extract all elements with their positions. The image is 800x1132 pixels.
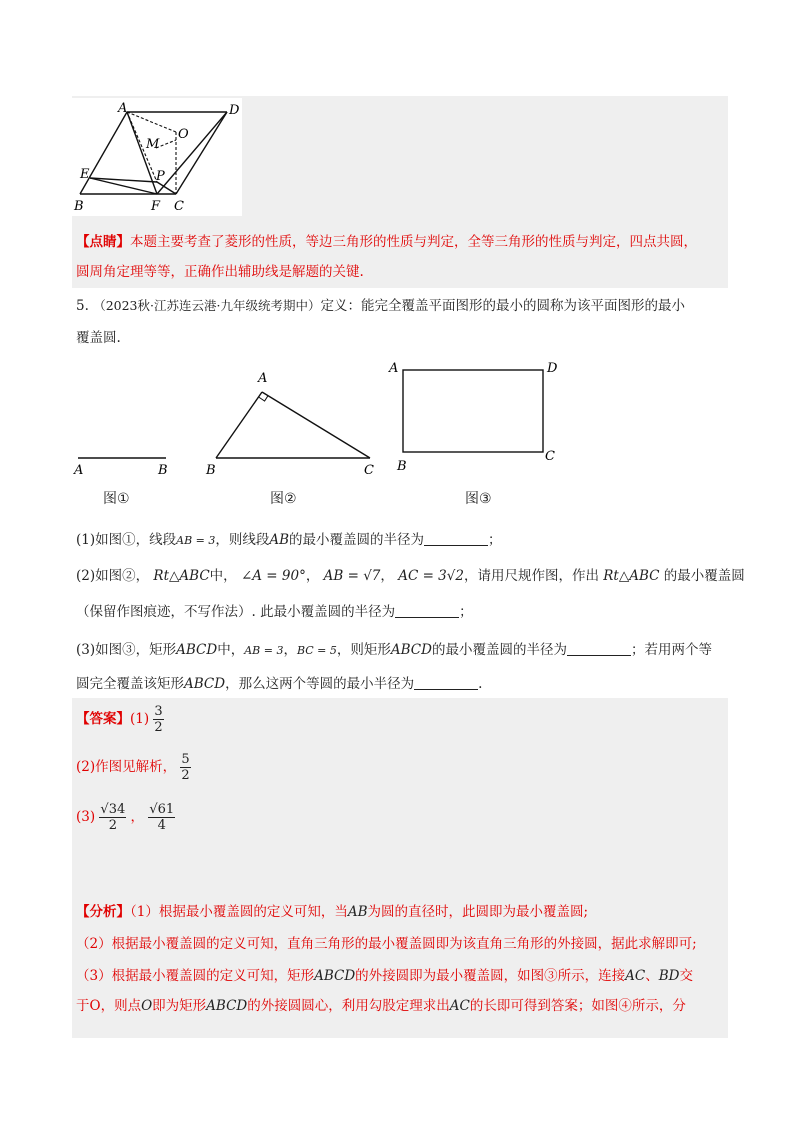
answer-2-prefix: (2)作图见解析， <box>76 759 177 775</box>
label-O: O <box>178 127 189 142</box>
fig3-label-A: A <box>389 361 399 376</box>
analysis-l1b: 为圆的直径时，此圆即为最小覆盖圆; <box>367 904 589 920</box>
label-A: A <box>118 101 128 116</box>
answer-tag: 【答案】 <box>76 711 130 727</box>
figure-3-rectangle <box>385 356 565 476</box>
q3-rect-2: ABCD <box>390 642 432 658</box>
q1-segment: AB <box>269 532 290 548</box>
analysis-l1a: （1）根据最小覆盖圆的定义可知，当 <box>130 904 348 920</box>
analysis-l4a: 于O，则点 <box>76 998 142 1014</box>
answer-2-fraction <box>180 752 190 783</box>
analysis-tag: 【分析】 <box>76 904 130 920</box>
label-D: D <box>229 103 240 118</box>
answer-3-2-num: √61 <box>149 802 175 817</box>
q3-rect-3: ABCD <box>184 676 226 692</box>
answer-1-num: 3 <box>154 704 163 719</box>
q3-ab: AB = 3 <box>244 644 284 657</box>
answer-3-prefix: (3) <box>76 809 96 825</box>
question-1 <box>76 530 502 551</box>
analysis-line-2: （2）根据最小覆盖圆的定义可知，直角三角形的最小覆盖圆即为该直角三角形的外接圆，据此求解即可; <box>76 936 697 952</box>
answer-line-2 <box>76 752 191 783</box>
analysis-l3-ac: AC <box>625 968 646 984</box>
fig2-label-B: B <box>206 463 216 478</box>
answer-3-1-den: 2 <box>108 818 117 833</box>
answer-1-prefix: (1) <box>130 711 150 727</box>
q2-line2: （保留作图痕迹，不写作法）. 此最小覆盖圆的半径为 <box>76 604 396 620</box>
q1-condition: AB = 3 <box>176 534 216 547</box>
question-2-line1: (2)如图②， Rt△ABC中， ∠A = 90°， AB = √7， AC = 3√2，请用尺规作图，作出 Rt△ABC 的最小覆盖圆 <box>76 568 745 584</box>
problem-source: （2023秋·江苏连云港·九年级统考期中） <box>93 298 321 313</box>
q3-line2b: ，那么这两个等圆的最小半径为 <box>225 676 415 692</box>
q1-prefix: (1)如图①，线段 <box>76 532 177 548</box>
fig1-caption: 图① <box>103 491 130 507</box>
q2-suffix: 的最小覆盖圆 <box>663 568 745 584</box>
label-E: E <box>80 167 90 182</box>
dianjing-line1 <box>76 232 697 252</box>
analysis-l3a: （3）根据最小覆盖圆的定义可知，矩形 <box>76 968 315 984</box>
analysis-l3-rect: ABCD <box>314 968 356 984</box>
fig1-label-A: A <box>74 463 84 476</box>
label-B: B <box>74 199 84 214</box>
problem-stem1: 定义：能完全覆盖平面图形的最小的圆称为该平面图形的最小 <box>320 298 685 314</box>
answer-3-2-den: 4 <box>157 818 166 833</box>
problem-stem-line1 <box>76 296 685 316</box>
dianjing-tag: 【点睛】 <box>76 234 130 250</box>
q3-zhong: 中， <box>217 642 245 658</box>
answer-2-den: 2 <box>181 768 190 783</box>
fig3-label-C: C <box>545 449 555 464</box>
analysis-l3b: 的外接圆即为最小覆盖圆，如图③所示，连接 <box>355 968 626 984</box>
q3-line2a: 圆完全覆盖该矩形 <box>76 676 184 692</box>
fig2-caption: 图② <box>270 491 297 507</box>
analysis-line-3 <box>76 966 693 986</box>
analysis-l4c: 的外接圆圆心，利用勾股定理求出 <box>247 998 450 1014</box>
question-2-line2 <box>76 602 473 622</box>
analysis-l4-rect: ABCD <box>206 998 248 1014</box>
analysis-l3-bd: BD <box>658 968 680 984</box>
question-3-line2 <box>76 674 482 694</box>
q3-answer-blank-1[interactable] <box>567 641 631 656</box>
rhombus-figure <box>72 98 242 216</box>
q2-answer-blank[interactable] <box>395 603 459 618</box>
q3-mid: ，则矩形 <box>336 642 391 658</box>
q2-triangle: Rt△ABC <box>153 568 210 584</box>
label-F: F <box>151 199 161 214</box>
analysis-l4b: 即为矩形 <box>152 998 207 1014</box>
analysis-line-4 <box>76 996 686 1016</box>
q2-zhong: 中， <box>209 568 237 584</box>
analysis-l3-sep: 、 <box>645 968 659 984</box>
q1-answer-blank[interactable] <box>424 531 488 546</box>
fig1-label-B: B <box>158 463 168 476</box>
q3-bc: BC = 5 <box>296 644 337 657</box>
fig2-label-A: A <box>258 371 268 386</box>
question-3-line1: (3)如图③，矩形ABCD中，AB = 3，BC = 5，则矩形ABCD的最小覆盖圆的半径为 ；若用两个等 <box>76 642 712 658</box>
q2-ab: AB = √7 <box>323 568 381 584</box>
analysis-l4-ac: AC <box>449 998 470 1014</box>
problem-number: 5. <box>76 298 89 314</box>
q2-triangle-2: Rt△ABC <box>603 568 660 584</box>
q1-mid: ，则线段 <box>215 532 270 548</box>
q2-end: ； <box>459 604 473 620</box>
fig3-label-B: B <box>397 459 407 474</box>
analysis-line-1 <box>76 902 588 922</box>
answer-line-3 <box>76 802 175 833</box>
analysis-l3c: 交 <box>679 968 694 984</box>
q1-suffix: 的最小覆盖圆的半径为 <box>289 532 425 548</box>
q1-end: ； <box>488 532 502 548</box>
analysis-l4-o: O <box>141 998 153 1014</box>
q2-ac: AC = 3√2 <box>398 568 464 584</box>
fig3-caption: 图③ <box>465 491 492 507</box>
figure-1-segment <box>72 440 182 476</box>
label-C: C <box>174 199 184 214</box>
answer-3-sep: ， <box>130 809 145 825</box>
q3-tail: ；若用两个等 <box>630 642 712 658</box>
q2-mid: ，请用尺规作图，作出 <box>463 568 599 584</box>
q3-end: . <box>478 676 483 692</box>
q3-answer-blank-2[interactable] <box>414 675 478 690</box>
dianjing-text1: 本题主要考查了菱形的性质，等边三角形的性质与判定，全等三角形的性质与判定，四点共圆， <box>130 234 697 250</box>
answer-3-fraction-2 <box>148 802 175 833</box>
answer-2-num: 5 <box>181 752 190 767</box>
fig3-label-D: D <box>547 361 558 376</box>
analysis-l1-seg: AB <box>347 904 368 920</box>
fig2-label-C: C <box>364 463 374 478</box>
q2-angle: ∠A = 90° <box>240 568 306 584</box>
q3-suffix: 的最小覆盖圆的半径为 <box>431 642 567 658</box>
q3-rect: ABCD <box>176 642 218 658</box>
label-M: M <box>146 137 160 152</box>
answer-line-1 <box>76 704 164 735</box>
q2-prefix: (2)如图②， <box>76 568 150 584</box>
problem-stem-line2: 覆盖圆. <box>76 330 121 346</box>
figure-2-triangle <box>200 364 390 480</box>
answer-1-fraction <box>153 704 163 735</box>
q3-prefix: (3)如图③，矩形 <box>76 642 177 658</box>
label-P: P <box>156 169 165 184</box>
dianjing-line2: 圆周角定理等等，正确作出辅助线是解题的关键. <box>76 264 364 280</box>
answer-3-1-num: √34 <box>100 802 126 817</box>
solution-block-bottom <box>72 698 728 1038</box>
answer-1-den: 2 <box>154 720 163 735</box>
analysis-l4d: 的长即可得到答案；如图④所示，分 <box>469 998 686 1014</box>
answer-3-fraction-1 <box>99 802 126 833</box>
